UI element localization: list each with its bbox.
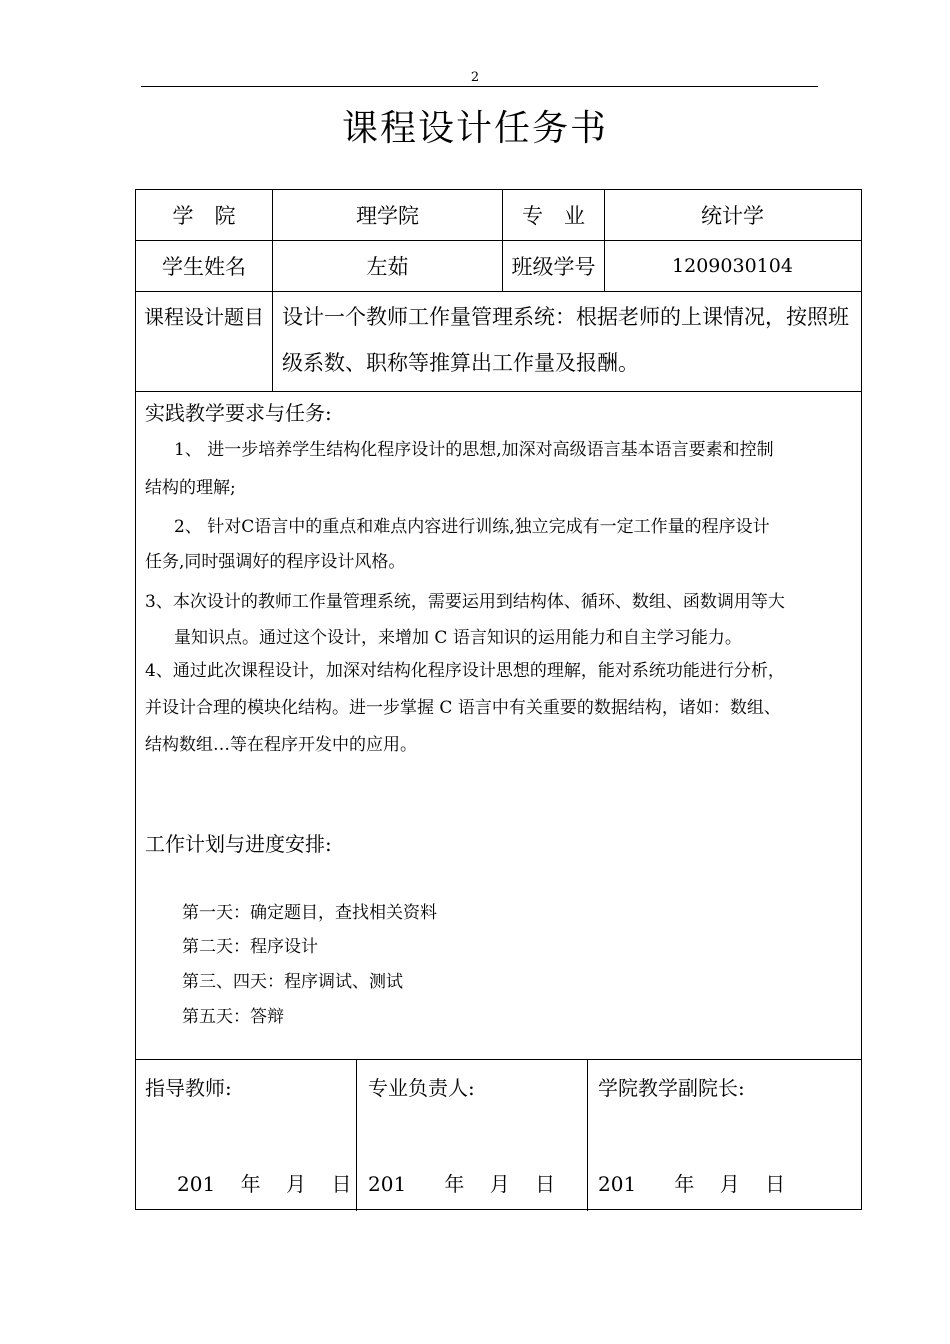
col-divider xyxy=(272,291,273,391)
requirement-line: 结构数组…等在程序开发中的应用。 xyxy=(145,735,417,755)
topic-label: 课程设计题目 xyxy=(144,304,264,329)
class-id-value: 1209030104 xyxy=(672,255,793,277)
header-rule xyxy=(141,86,818,87)
vice-dean-label: 学院教学副院长: xyxy=(598,1076,745,1100)
requirement-line: 结构的理解; xyxy=(145,478,236,498)
requirement-line: 4、通过此次课程设计，加深对结构化程序设计思想的理解，能对系统功能进行分析， xyxy=(145,661,785,681)
task-table xyxy=(135,189,862,1210)
requirement-line: 任务,同时强调好的程序设计风格。 xyxy=(145,552,406,572)
class-id-label: 班级学号 xyxy=(511,255,596,279)
major-head-label: 专业负责人: xyxy=(368,1076,475,1100)
advisor-label: 指导教师: xyxy=(145,1076,232,1100)
requirement-line: 量知识点。通过这个设计，来增加 C 语言知识的运用能力和自主学习能力。 xyxy=(174,628,742,648)
advisor-date: 201 年 月 日 xyxy=(177,1172,352,1196)
page-number: 2 xyxy=(470,70,480,85)
requirement-line: 3、本次设计的教师工作量管理系统，需要运用到结构体、循环、数组、函数调用等大 xyxy=(145,592,785,612)
student-name-label: 学生姓名 xyxy=(162,255,246,279)
student-name-value: 左茹 xyxy=(366,255,409,279)
requirement-line: 并设计合理的模块化结构。进一步掌握 C 语言中有关重要的数据结构，诸如：数组、 xyxy=(145,698,781,718)
row-divider xyxy=(136,1059,861,1060)
row-divider xyxy=(136,391,861,392)
col-divider xyxy=(587,1059,588,1211)
major-value: 统计学 xyxy=(701,204,764,228)
requirements-heading: 实践教学要求与任务: xyxy=(145,401,332,425)
plan-item: 第二天：程序设计 xyxy=(182,937,318,957)
plan-heading: 工作计划与进度安排: xyxy=(145,832,332,856)
page-title: 课程设计任务书 xyxy=(341,108,608,149)
vice-dean-date: 201 年 月 日 xyxy=(598,1172,786,1196)
plan-item: 第三、四天：程序调试、测试 xyxy=(182,972,403,992)
plan-item: 第一天：确定题目，查找相关资料 xyxy=(182,903,437,923)
college-value: 理学院 xyxy=(356,204,419,228)
plan-item: 第五天：答辩 xyxy=(182,1007,284,1027)
requirement-line: 2、 针对C语言中的重点和难点内容进行训练,独立完成有一定工作量的程序设计 xyxy=(174,517,770,537)
col-divider xyxy=(356,1059,357,1211)
college-label: 学 院 xyxy=(172,204,236,228)
major-head-date: 201 年 月 日 xyxy=(368,1172,556,1196)
topic-value: 设计一个教师工作量管理系统：根据老师的上课情况，按照班级系数、职称等推算出工作量及报酬。 xyxy=(282,305,849,375)
requirement-line: 1、 进一步培养学生结构化程序设计的思想,加深对高级语言基本语言要素和控制 xyxy=(174,440,774,460)
major-label: 专 业 xyxy=(522,204,585,228)
